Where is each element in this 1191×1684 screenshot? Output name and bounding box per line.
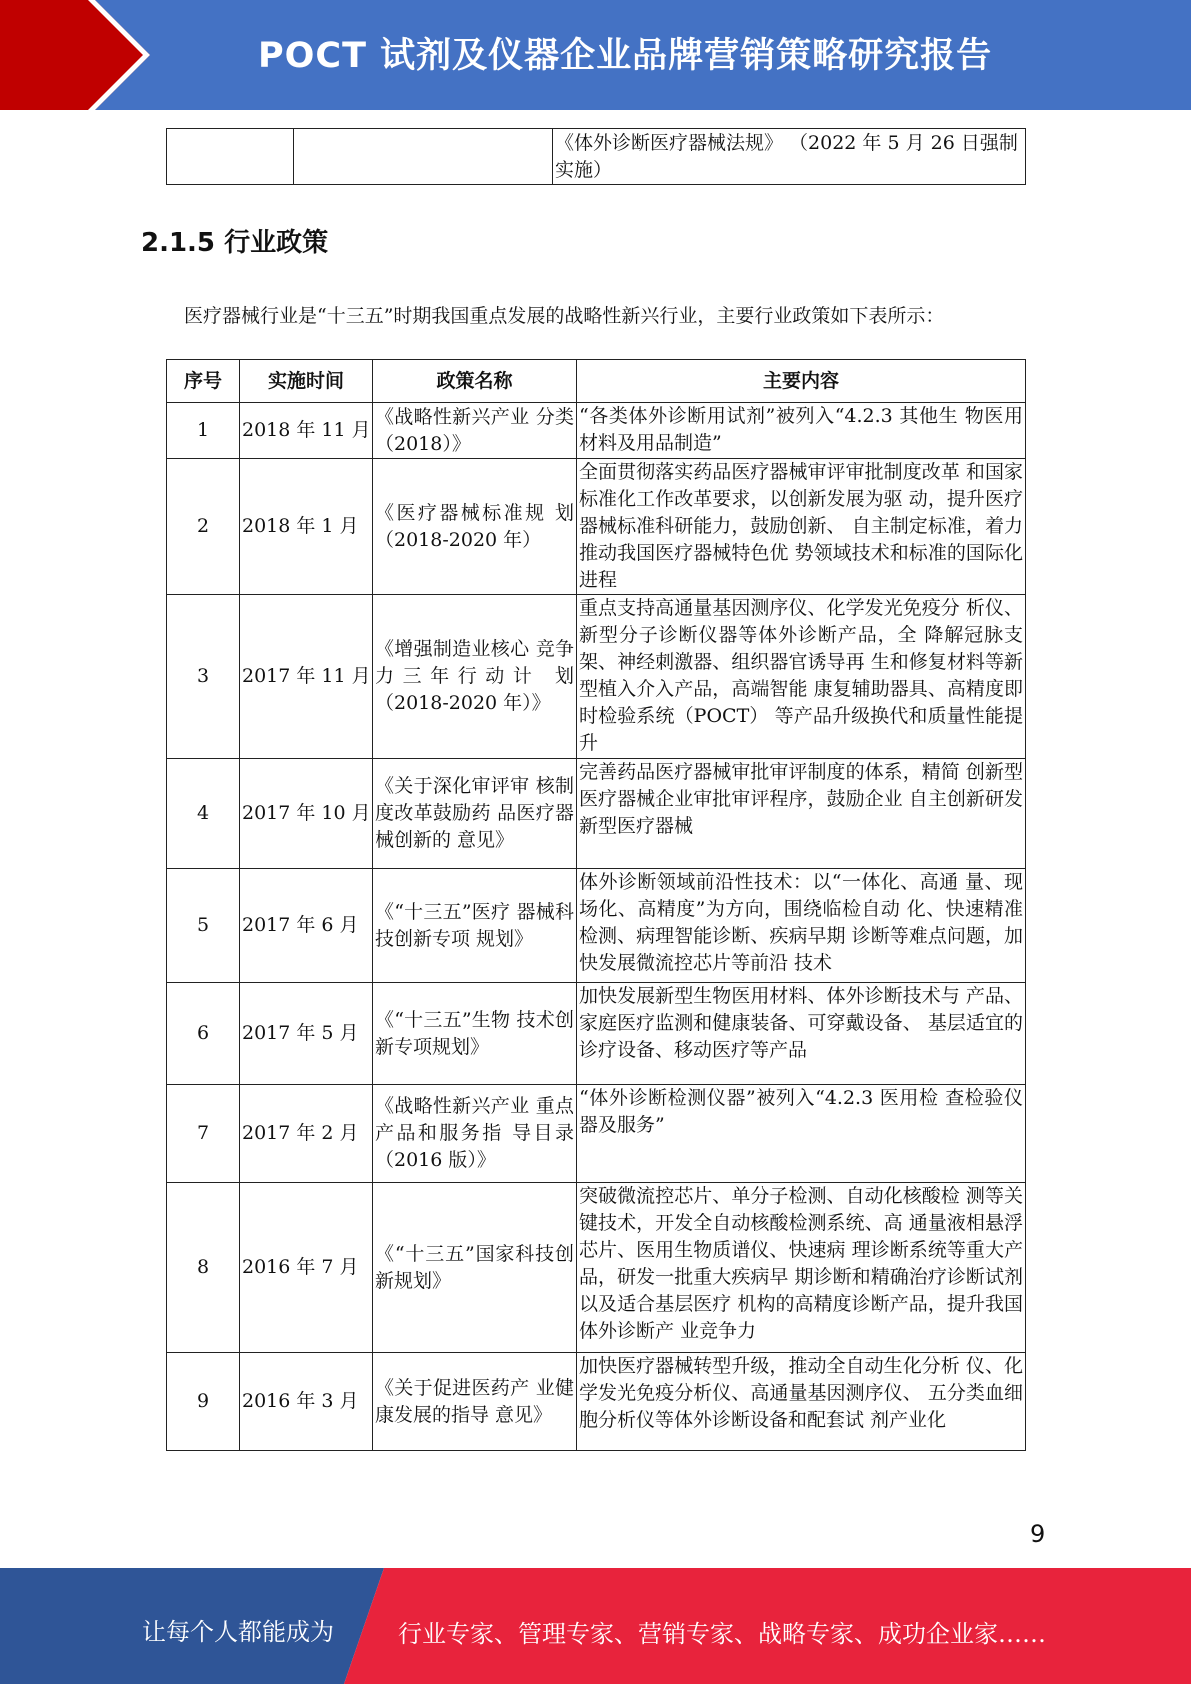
row-number: 5 (167, 869, 240, 983)
header-arrow-decoration (0, 0, 160, 110)
table-row (167, 1183, 1026, 1353)
table-row (167, 983, 1026, 1085)
column-header-policy-name: 政策名称 (373, 360, 577, 403)
row-policy-name: 《战略性新兴产业 重点产品和服务指 导目录（2016 版）》 (373, 1085, 577, 1183)
row-date: 2017 年 6 月 (240, 869, 373, 983)
table-cell (167, 129, 294, 185)
table-row (167, 459, 1026, 595)
row-number: 3 (167, 595, 240, 759)
row-policy-name: 《增强制造业核心 竞争力三年行动计 划（2018-2020 年）》 (373, 595, 577, 759)
page-number: 9 (1030, 1520, 1046, 1548)
row-number: 8 (167, 1183, 240, 1353)
row-policy-name: 《关于促进医药产 业健康发展的指导 意见》 (373, 1353, 577, 1451)
column-header-number: 序号 (167, 360, 240, 403)
table-cell (294, 129, 553, 185)
row-content: “各类体外诊断用试剂”被列入“4.2.3 其他生 物医用材料及用品制造” (577, 403, 1026, 459)
row-date: 2017 年 10 月 (240, 759, 373, 869)
policy-table (166, 359, 1026, 1451)
row-date: 2017 年 11 月 (240, 595, 373, 759)
table-row (167, 129, 1026, 185)
row-content: 加快医疗器械转型升级，推动全自动生化分析 仪、化学发光免疫分析仪、高通量基因测序仪、 五分类血细胞分析仪等体外诊断设备和配套试 剂产业化 (577, 1353, 1026, 1451)
table-row (167, 869, 1026, 983)
intro-paragraph: 医疗器械行业是“十三五”时期我国重点发展的战略性新兴行业，主要行业政策如下表所示： (184, 305, 945, 327)
continued-regulation-table (166, 128, 1026, 185)
row-number: 6 (167, 983, 240, 1085)
table-header-row (167, 360, 1026, 403)
table-cell: 《体外诊断医疗器械法规》 （2022 年 5 月 26 日强制实施） (553, 129, 1026, 185)
row-date: 2018 年 1 月 (240, 459, 373, 595)
row-content: “体外诊断检测仪器”被列入“4.2.3 医用检 查检验仪器及服务” (577, 1085, 1026, 1183)
row-content: 加快发展新型生物医用材料、体外诊断技术与 产品、家庭医疗监测和健康装备、可穿戴设备、 基层适宜的诊疗设备、移动医疗等产品 (577, 983, 1026, 1085)
table-row (167, 759, 1026, 869)
row-policy-name: 《战略性新兴产业 分类（2018）》 (373, 403, 577, 459)
footer-slogan-right: 行业专家、管理专家、营销专家、战略专家、成功企业家…… (398, 1620, 1046, 1648)
row-policy-name: 《“十三五”国家科技创新规划》 (373, 1183, 577, 1353)
column-header-content: 主要内容 (577, 360, 1026, 403)
row-date: 2017 年 2 月 (240, 1085, 373, 1183)
row-number: 7 (167, 1085, 240, 1183)
row-date: 2016 年 7 月 (240, 1183, 373, 1353)
table-row (167, 403, 1026, 459)
column-header-date: 实施时间 (240, 360, 373, 403)
row-date: 2017 年 5 月 (240, 983, 373, 1085)
row-number: 2 (167, 459, 240, 595)
row-number: 1 (167, 403, 240, 459)
table-row (167, 1353, 1026, 1451)
row-policy-name: 《关于深化审评审 核制度改革鼓励药 品医疗器械创新的 意见》 (373, 759, 577, 869)
row-number: 4 (167, 759, 240, 869)
row-policy-name: 《医疗器械标准规 划（2018-2020 年） (373, 459, 577, 595)
row-policy-name: 《“十三五”生物 技术创新专项规划》 (373, 983, 577, 1085)
header-banner (0, 0, 1191, 110)
footer-banner (0, 1568, 1191, 1684)
row-content: 完善药品医疗器械审批审评制度的体系，精简 创新型医疗器械企业审批审评程序，鼓励企业 自主创新研发新型医疗器械 (577, 759, 1026, 869)
row-date: 2018 年 11 月 (240, 403, 373, 459)
row-policy-name: 《“十三五”医疗 器械科技创新专项 规划》 (373, 869, 577, 983)
row-number: 9 (167, 1353, 240, 1451)
row-date: 2016 年 3 月 (240, 1353, 373, 1451)
row-content: 全面贯彻落实药品医疗器械审评审批制度改革 和国家标准化工作改革要求，以创新发展为驱 动，提升医疗器械标准科研能力，鼓励创新、 自主制定标准，着力推动我国医疗器械特色优 势领域技术和标准的国际化进程 (577, 459, 1026, 595)
report-title: POCT 试剂及仪器企业品牌营销策略研究报告 (258, 36, 993, 76)
footer-slogan-left: 让每个人都能成为 (142, 1618, 334, 1646)
table-row (167, 1085, 1026, 1183)
section-heading: 2.1.5 行业政策 (141, 228, 329, 258)
row-content: 重点支持高通量基因测序仪、化学发光免疫分 析仪、新型分子诊断仪器等体外诊断产品，全 降解冠脉支架、神经刺激器、组织器官诱导再 生和修复材料等新型植入介入产品，高端智能 康复辅助器具、高精度即时检验系统（POCT） 等产品升级换代和质量性能提升 (577, 595, 1026, 759)
row-content: 体外诊断领域前沿性技术：以“一体化、高通 量、现场化、高精度”为方向，围绕临检自动 化、快速精准检测、病理智能诊断、疾病早期 诊断等难点问题，加快发展微流控芯片等前沿 技术 (577, 869, 1026, 983)
table-row (167, 595, 1026, 759)
row-content: 突破微流控芯片、单分子检测、自动化核酸检 测等关键技术，开发全自动核酸检测系统、高 通量液相悬浮芯片、医用生物质谱仪、快速病 理诊断系统等重大产品，研发一批重大疾病早 期诊断和精确治疗诊断试剂以及适合基层医疗 机构的高精度诊断产品，提升我国体外诊断产 业竞争力 (577, 1183, 1026, 1353)
